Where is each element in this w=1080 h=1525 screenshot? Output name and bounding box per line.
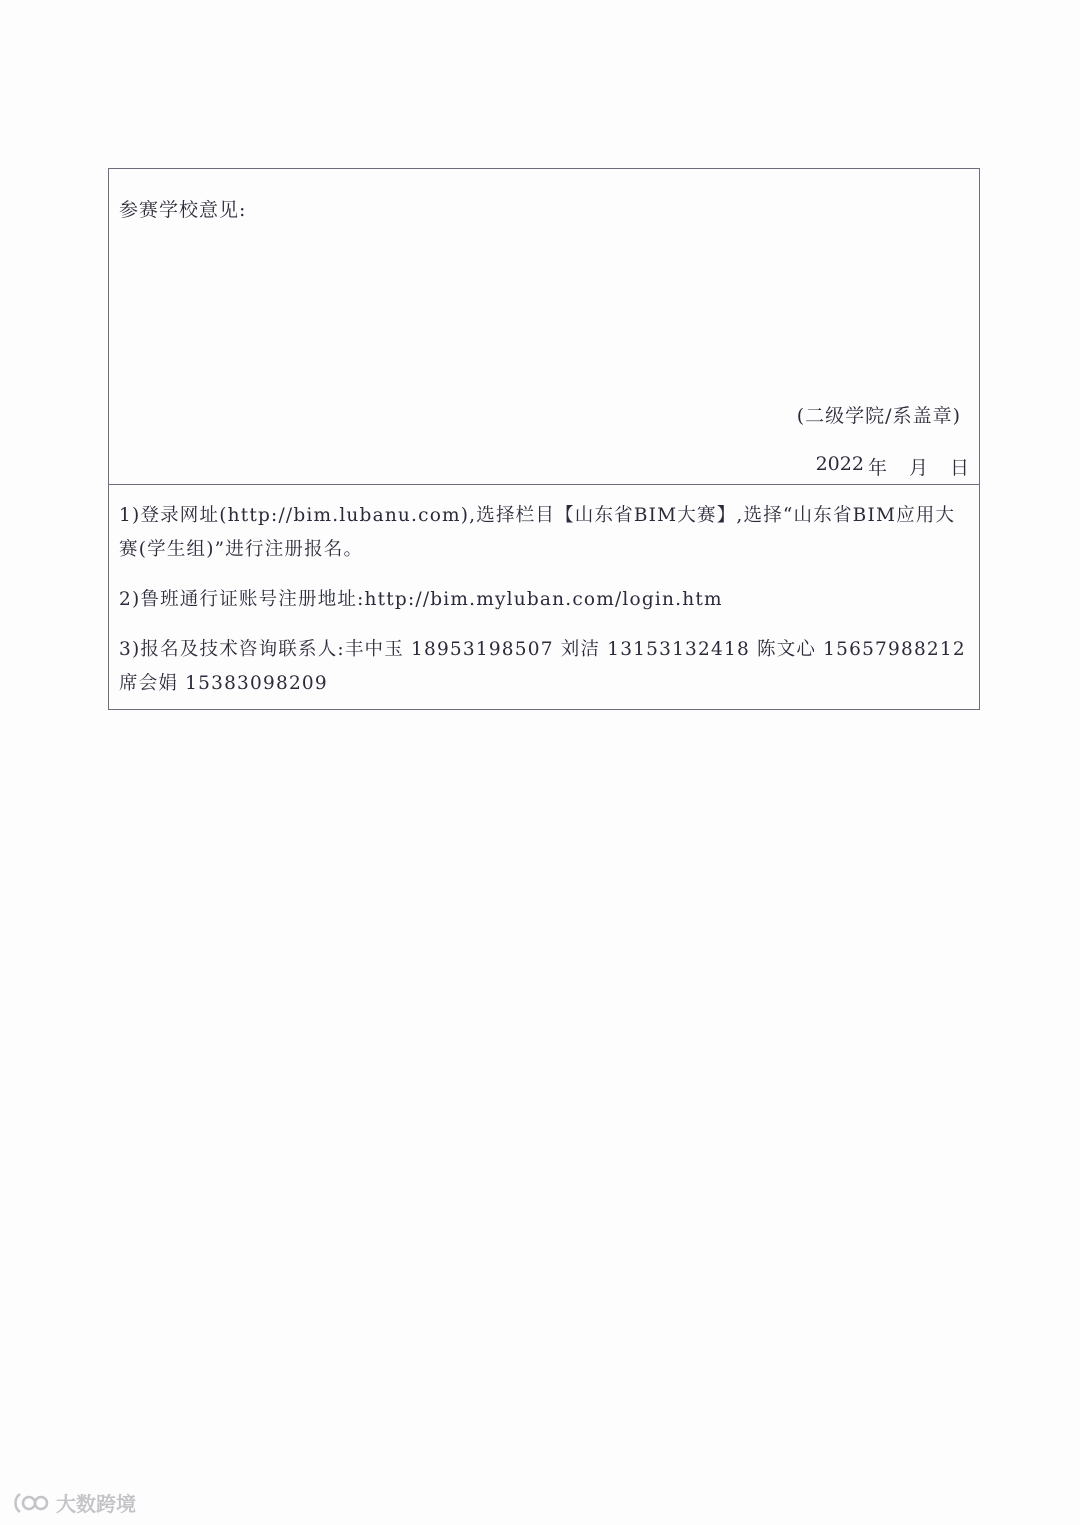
date-month-unit: 月	[908, 457, 928, 479]
note-passport-registration: 2)鲁班通行证账号注册地址:http://bim.myluban.com/login.htm	[119, 589, 723, 610]
watermark	[12, 1488, 136, 1517]
school-opinion-label: 参赛学校意见:	[119, 199, 247, 221]
school-opinion-cell	[109, 169, 979, 485]
seal-note: (二级学院/系盖章)	[796, 405, 961, 427]
date-year: 2022	[815, 453, 864, 475]
watermark-logo-icon	[12, 1490, 50, 1516]
note-contact-persons: 3)报名及技术咨询联系人:丰中玉 18953198507 刘洁 13153132418 陈文心 15657988212 席会娟 15383098209	[119, 639, 966, 694]
watermark-text: 大数跨境	[56, 1492, 136, 1516]
note-registration-site: 1)登录网址(http://bim.lubanu.com),选择栏目【山东省BIM大赛】,选择“山东省BIM应用大赛(学生组)”进行注册报名。	[119, 505, 956, 560]
registration-notes-cell	[109, 485, 979, 709]
date-year-unit: 年	[867, 457, 887, 479]
date-day-unit: 日	[949, 457, 969, 479]
signature-date	[816, 453, 969, 480]
registration-form-table	[108, 168, 980, 710]
